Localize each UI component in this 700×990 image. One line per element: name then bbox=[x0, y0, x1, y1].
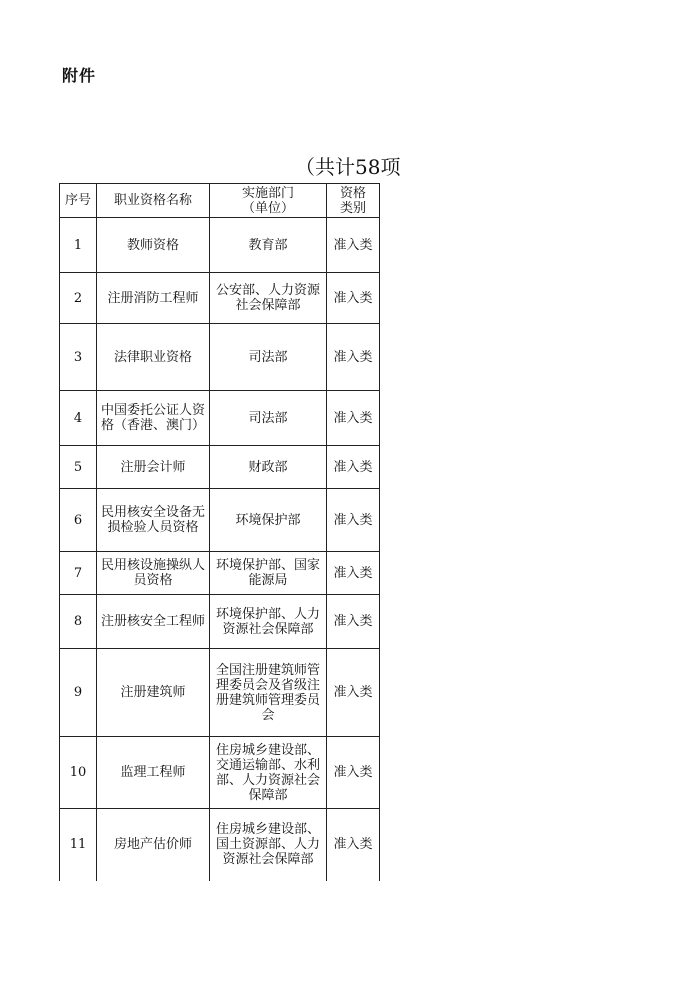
table-row bbox=[60, 446, 380, 489]
row-number: 8 bbox=[60, 595, 97, 649]
table-row bbox=[60, 809, 380, 881]
row-number: 10 bbox=[60, 737, 97, 809]
column-header-label: 序号 bbox=[64, 193, 91, 208]
row-number: 1 bbox=[60, 218, 97, 273]
qualification-name: 注册消防工程师 bbox=[97, 273, 210, 324]
qualification-name: 注册建筑师 bbox=[97, 649, 210, 737]
category: 准入类 bbox=[327, 737, 380, 809]
qualification-name: 注册会计师 bbox=[97, 446, 210, 489]
column-header-label: 职业资格名称 bbox=[113, 193, 192, 208]
category: 准入类 bbox=[327, 552, 380, 595]
category: 准入类 bbox=[327, 809, 380, 881]
column-header-label: 资格 类别 bbox=[339, 185, 366, 216]
table-header-row bbox=[60, 184, 380, 218]
department: 教育部 bbox=[210, 218, 327, 273]
column-header-department bbox=[210, 184, 327, 218]
column-header-category bbox=[327, 184, 380, 218]
qualification-name: 民用核设施操纵人员资格 bbox=[97, 552, 210, 595]
table-row bbox=[60, 595, 380, 649]
department: 环境保护部、国家能源局 bbox=[210, 552, 327, 595]
department: 环境保护部 bbox=[210, 489, 327, 552]
category: 准入类 bbox=[327, 273, 380, 324]
department: 住房城乡建设部、国土资源部、人力资源社会保障部 bbox=[210, 809, 327, 881]
row-number: 9 bbox=[60, 649, 97, 737]
table-row bbox=[60, 273, 380, 324]
row-number: 3 bbox=[60, 324, 97, 391]
qualification-table bbox=[59, 183, 380, 881]
table-row bbox=[60, 737, 380, 809]
table-row bbox=[60, 552, 380, 595]
qualification-name: 教师资格 bbox=[97, 218, 210, 273]
department: 全国注册建筑师管理委员会及省级注册建筑师管理委员会 bbox=[210, 649, 327, 737]
column-header-number bbox=[60, 184, 97, 218]
table-row bbox=[60, 324, 380, 391]
table-row bbox=[60, 391, 380, 446]
row-number: 11 bbox=[60, 809, 97, 881]
category: 准入类 bbox=[327, 649, 380, 737]
qualification-name: 民用核安全设备无损检验人员资格 bbox=[97, 489, 210, 552]
qualification-name: 房地产估价师 bbox=[97, 809, 210, 881]
row-number: 2 bbox=[60, 273, 97, 324]
table-row bbox=[60, 218, 380, 273]
category: 准入类 bbox=[327, 391, 380, 446]
row-number: 6 bbox=[60, 489, 97, 552]
row-number: 5 bbox=[60, 446, 97, 489]
category: 准入类 bbox=[327, 324, 380, 391]
qualification-name: 监理工程师 bbox=[97, 737, 210, 809]
qualification-name: 中国委托公证人资格（香港、澳门） bbox=[97, 391, 210, 446]
qualification-name: 注册核安全工程师 bbox=[97, 595, 210, 649]
table-row bbox=[60, 489, 380, 552]
department: 公安部、人力资源社会保障部 bbox=[210, 273, 327, 324]
department: 住房城乡建设部、交通运输部、水利部、人力资源社会保障部 bbox=[210, 737, 327, 809]
column-header-name bbox=[97, 184, 210, 218]
category: 准入类 bbox=[327, 489, 380, 552]
department: 司法部 bbox=[210, 391, 327, 446]
attachment-label: 附件 bbox=[62, 66, 97, 85]
department: 财政部 bbox=[210, 446, 327, 489]
department: 环境保护部、人力资源社会保障部 bbox=[210, 595, 327, 649]
category: 准入类 bbox=[327, 446, 380, 489]
department: 司法部 bbox=[210, 324, 327, 391]
column-header-label: 实施部门 （单位） bbox=[241, 185, 294, 216]
row-number: 4 bbox=[60, 391, 97, 446]
category: 准入类 bbox=[327, 595, 380, 649]
row-number: 7 bbox=[60, 552, 97, 595]
total-count-note: （共计58项 bbox=[295, 155, 401, 179]
qualification-name: 法律职业资格 bbox=[97, 324, 210, 391]
total-note-container bbox=[295, 152, 401, 182]
category: 准入类 bbox=[327, 218, 380, 273]
table-row bbox=[60, 649, 380, 737]
